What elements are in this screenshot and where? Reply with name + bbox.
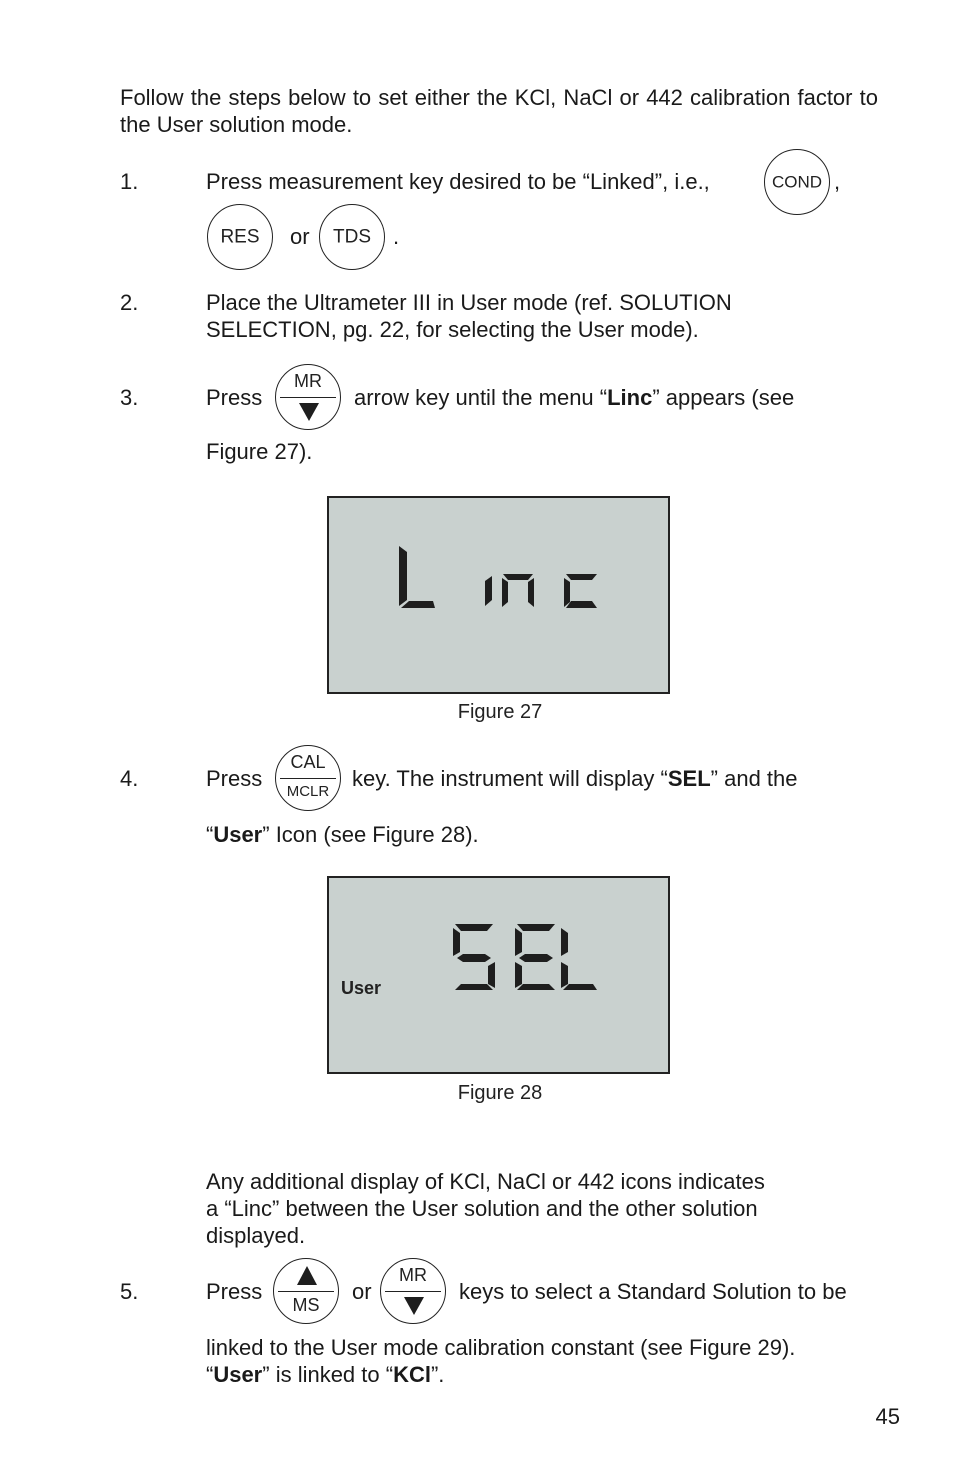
step-3-line-2: Figure 27). xyxy=(206,439,313,464)
res-key-icon: RES xyxy=(207,204,273,270)
tds-key-icon: TDS xyxy=(319,204,385,270)
linc-segments xyxy=(329,498,672,696)
intro-paragraph: Follow the steps below to set either the KCl, NaCl or 442 calibration factor to the User solution mode. xyxy=(120,85,878,137)
lcd-display-linc xyxy=(327,496,670,694)
down-arrow-icon xyxy=(381,1259,447,1325)
page-number: 45 xyxy=(875,1404,900,1429)
lcd-display-sel xyxy=(327,876,670,1074)
figure-27-caption: Figure 27 xyxy=(457,701,543,723)
step-5-or: or xyxy=(352,1279,372,1304)
step-4-line-2: “User” Icon (see Figure 28). xyxy=(206,822,479,847)
step-5-line-3: “User” is linked to “KCl”. xyxy=(206,1362,445,1387)
figure-28-caption: Figure 28 xyxy=(457,1082,543,1104)
step-4-press: Press xyxy=(206,766,263,791)
step-2-line-2: SELECTION, pg. 22, for selecting the User mode). xyxy=(206,317,699,342)
cal-mclr-key-icon: CAL MCLR xyxy=(275,745,341,811)
step-5-number: 5. xyxy=(120,1279,139,1304)
cond-key-icon: COND xyxy=(764,149,830,215)
step-5-line-2: linked to the User mode calibration constant (see Figure 29). xyxy=(206,1335,796,1360)
down-arrow-icon xyxy=(276,365,342,431)
step-2-line-1: Place the Ultrameter III in User mode (ref. SOLUTION xyxy=(206,290,732,315)
sel-segments xyxy=(329,878,672,1076)
step-5-text: keys to select a Standard Solution to be xyxy=(459,1279,847,1304)
step-1-number: 1. xyxy=(120,169,139,194)
step-5-press: Press xyxy=(206,1279,263,1304)
step-1-or: or xyxy=(290,224,310,249)
user-icon: User xyxy=(341,978,382,998)
step-3-press: Press xyxy=(206,385,263,410)
step-1-comma: , xyxy=(834,169,841,194)
step-3-number: 3. xyxy=(120,385,139,410)
step-4-number: 4. xyxy=(120,766,139,791)
mr-down-arrow-key-icon: MR xyxy=(275,364,341,430)
step-4-text: key. The instrument will display “SEL” and the xyxy=(352,766,798,791)
step-3-text: arrow key until the menu “Linc” appears (see xyxy=(354,385,795,410)
step-1-text: Press measurement key desired to be “Linked”, i.e., xyxy=(206,169,710,194)
up-arrow-icon xyxy=(274,1259,340,1325)
note-line-2: a “Linc” between the User solution and the other solution xyxy=(206,1196,758,1221)
note-line-3: displayed. xyxy=(206,1223,306,1248)
step-2-number: 2. xyxy=(120,290,139,315)
ms-up-arrow-key-icon: MS xyxy=(273,1258,339,1324)
mr-down-arrow-key-icon-2: MR xyxy=(380,1258,446,1324)
step-1-period: . xyxy=(393,224,400,249)
note-line-1: Any additional display of KCl, NaCl or 442 icons indicates xyxy=(206,1169,765,1194)
